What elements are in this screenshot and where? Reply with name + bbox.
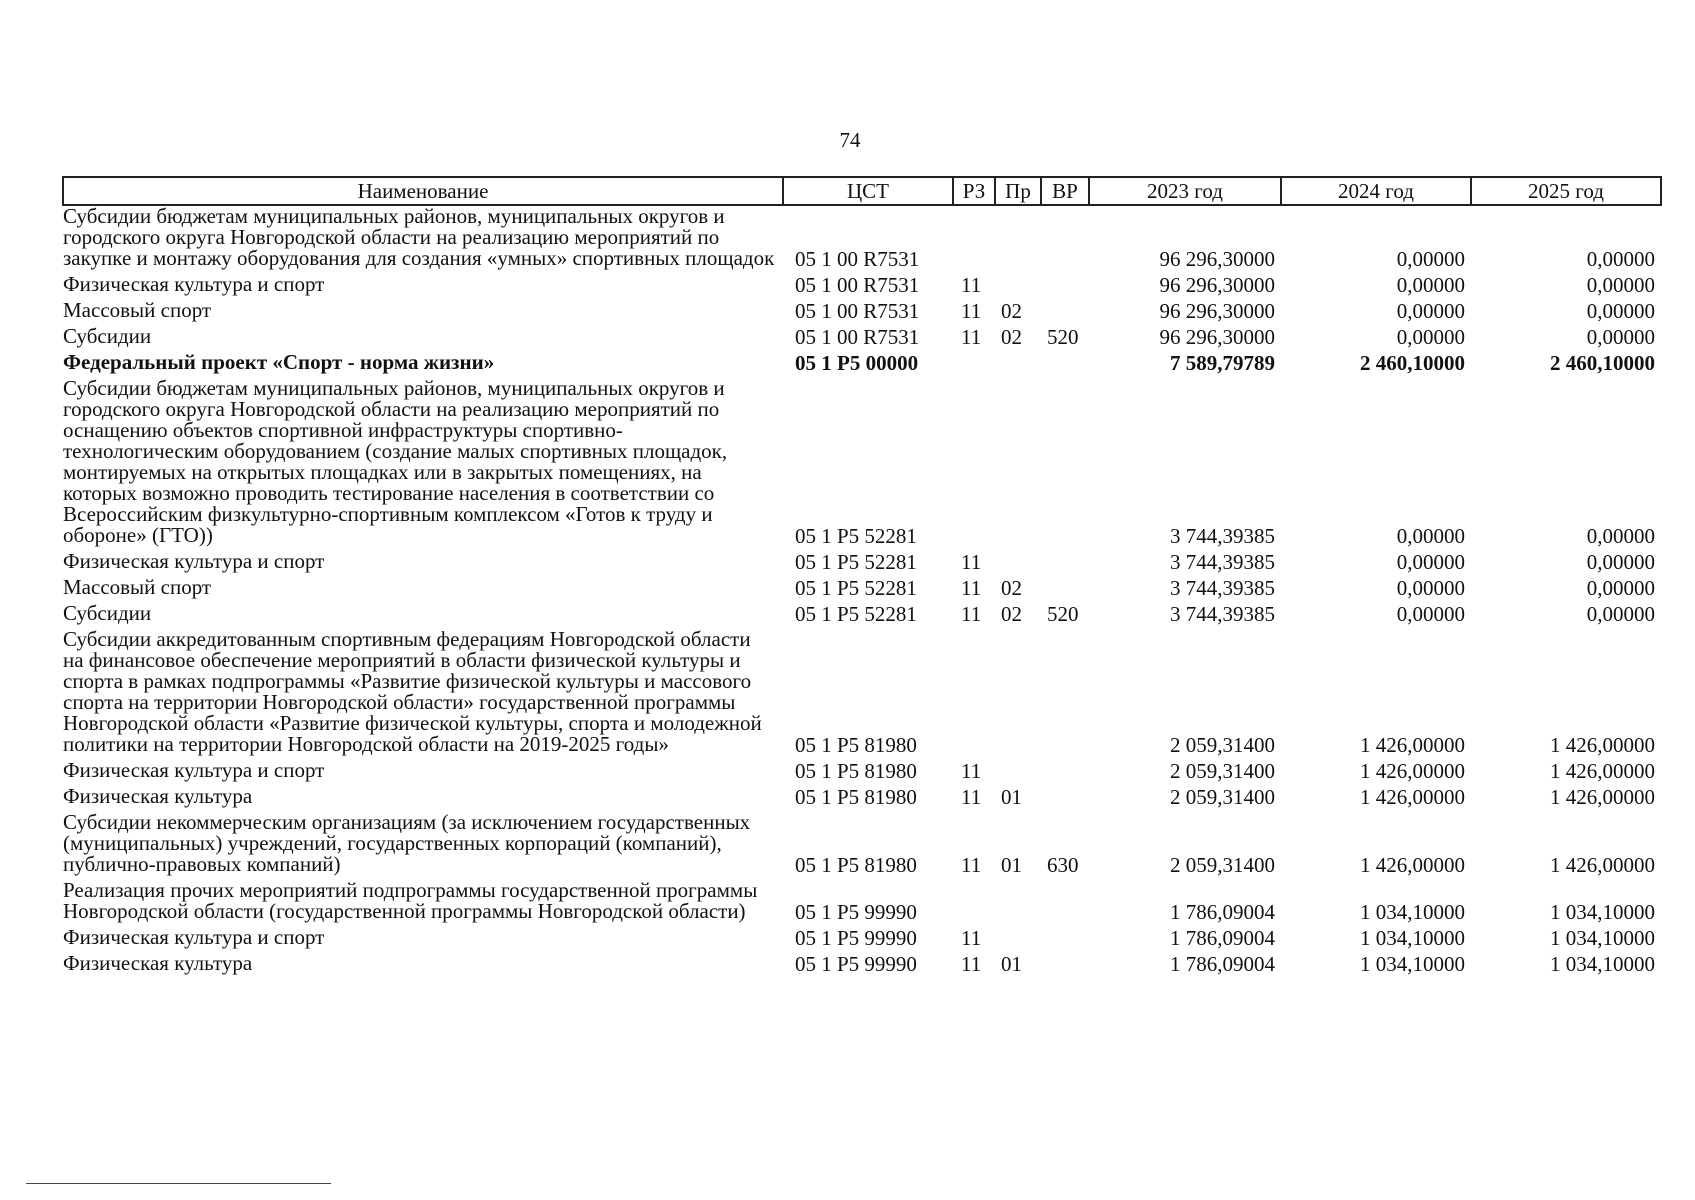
cell-vr <box>1041 296 1089 322</box>
cell-rz: 11 <box>961 325 982 349</box>
cell-name: Субсидии аккредитованным спортивным федерациям Новгородской области на финансовое обеспечение мероприятий в области физической культуры и спорта в рамках подпрограммы «Развитие физической культуры и массового спорта на территории Новгородской области» государственной программы Новгородской области «Развитие физической культуры, спорта и молодежной политики на территории Новгородской области на 2019-2025 годы» <box>63 627 762 756</box>
cell-pr: 02 <box>1001 602 1022 626</box>
table-row <box>63 573 1661 599</box>
cell-2024: 1 426,00000 <box>1360 733 1465 757</box>
cell-pr: 01 <box>1001 952 1022 976</box>
cell-vr <box>1041 782 1089 808</box>
table-row <box>63 808 1661 876</box>
cell-name: Физическая культура и спорт <box>63 549 325 573</box>
table-row <box>63 599 1661 625</box>
header-cst: ЦСТ <box>783 177 953 205</box>
cell-rz: 11 <box>961 602 982 626</box>
cell-name: Реализация прочих мероприятий подпрограммы государственной программы Новгородской области (государственной программы Новгородской области) <box>63 878 758 923</box>
cell-2024: 2 460,10000 <box>1360 351 1465 375</box>
cell-rz <box>953 876 995 923</box>
cell-rz <box>953 625 995 756</box>
cell-2023: 2 059,31400 <box>1170 733 1275 757</box>
cell-2024: 1 426,00000 <box>1360 853 1465 877</box>
cell-vr <box>1041 756 1089 782</box>
cell-name: Субсидии некоммерческим организациям (за исключением государственных (муниципальных) учреждений, государственных корпораций (компаний), публично-правовых компаний) <box>63 810 751 876</box>
cell-2023: 2 059,31400 <box>1170 853 1275 877</box>
header-name: Наименование <box>63 177 783 205</box>
cell-cst: 05 1 P5 99990 <box>795 900 917 924</box>
cell-cst: 05 1 P5 81980 <box>795 759 917 783</box>
header-2023: 2023 год <box>1089 177 1281 205</box>
cell-2024: 0,00000 <box>1396 524 1465 548</box>
cell-pr <box>995 876 1041 923</box>
cell-2023: 96 296,30000 <box>1159 273 1275 297</box>
cell-2023: 3 744,39385 <box>1170 524 1275 548</box>
cell-name: Субсидии бюджетам муниципальных районов, муниципальных округов и городского округа Новгородской области на реализацию мероприятий по оснащению объектов спортивной инфраструктуры спортивно-технологическим оборудованием (создание малых спортивных площадок, монтируемых на открытых площадках или в закрытых помещениях, на которых возможно проводить тестирование населения в соответствии со Всероссийским физкультурно-спортивным комплексом «Готов к труду и обороне» (ГТО)) <box>63 376 728 547</box>
cell-2025: 0,00000 <box>1586 325 1655 349</box>
cell-pr <box>995 270 1041 296</box>
cell-cst: 05 1 P5 81980 <box>795 853 917 877</box>
cell-2025: 1 426,00000 <box>1550 853 1655 877</box>
table-header-row <box>63 177 1661 205</box>
table-body <box>63 205 1661 975</box>
cell-2025: 0,00000 <box>1586 299 1655 323</box>
cell-cst: 05 1 P5 99990 <box>795 926 917 950</box>
cell-pr <box>995 547 1041 573</box>
cell-pr <box>995 205 1041 270</box>
cell-2023: 96 296,30000 <box>1159 299 1275 323</box>
cell-vr <box>1041 625 1089 756</box>
cell-2023: 3 744,39385 <box>1170 550 1275 574</box>
cell-cst: 05 1 00 R7531 <box>795 247 920 271</box>
cell-2023: 1 786,09004 <box>1170 952 1275 976</box>
cell-2024: 1 426,00000 <box>1360 759 1465 783</box>
table-row <box>63 296 1661 322</box>
cell-name: Физическая культура <box>63 784 253 808</box>
cell-rz: 11 <box>961 759 982 783</box>
cell-2024: 0,00000 <box>1396 576 1465 600</box>
cell-name: Субсидии <box>63 601 152 625</box>
cell-2024: 0,00000 <box>1396 550 1465 574</box>
cell-2024: 1 034,10000 <box>1360 900 1465 924</box>
cell-name: Физическая культура и спорт <box>63 272 325 296</box>
cell-vr: 630 <box>1047 853 1079 877</box>
cell-name: Субсидии <box>63 324 152 348</box>
cell-cst: 05 1 P5 52281 <box>795 550 917 574</box>
cell-rz <box>953 348 995 374</box>
cell-2025: 1 426,00000 <box>1550 733 1655 757</box>
cell-2025: 1 426,00000 <box>1550 759 1655 783</box>
cell-cst: 05 1 P5 81980 <box>795 785 917 809</box>
table-row <box>63 322 1661 348</box>
cell-rz: 11 <box>961 550 982 574</box>
cell-2023: 1 786,09004 <box>1170 926 1275 950</box>
cell-rz: 11 <box>961 273 982 297</box>
table-row <box>63 923 1661 949</box>
cell-cst: 05 1 P5 81980 <box>795 733 917 757</box>
cell-vr <box>1041 374 1089 547</box>
footnote-divider <box>26 1183 331 1184</box>
cell-2024: 0,00000 <box>1396 325 1465 349</box>
cell-vr <box>1041 205 1089 270</box>
cell-pr <box>995 756 1041 782</box>
cell-pr <box>995 348 1041 374</box>
cell-2024: 1 426,00000 <box>1360 785 1465 809</box>
cell-2025: 0,00000 <box>1586 550 1655 574</box>
table-row <box>63 876 1661 923</box>
cell-pr: 01 <box>1001 853 1022 877</box>
cell-cst: 05 1 P5 52281 <box>795 602 917 626</box>
budget-table <box>62 176 1662 975</box>
cell-2025: 1 426,00000 <box>1550 785 1655 809</box>
table-row <box>63 782 1661 808</box>
table-row <box>63 205 1661 270</box>
cell-pr: 02 <box>1001 325 1022 349</box>
cell-2025: 1 034,10000 <box>1550 926 1655 950</box>
cell-2025: 0,00000 <box>1586 524 1655 548</box>
cell-2024: 1 034,10000 <box>1360 952 1465 976</box>
header-rz: РЗ <box>953 177 995 205</box>
cell-cst: 05 1 00 R7531 <box>795 299 920 323</box>
cell-pr <box>995 625 1041 756</box>
cell-pr: 02 <box>1001 299 1022 323</box>
cell-2023: 1 786,09004 <box>1170 900 1275 924</box>
table-row <box>63 949 1661 975</box>
cell-vr: 520 <box>1047 602 1079 626</box>
cell-pr <box>995 374 1041 547</box>
cell-2023: 96 296,30000 <box>1159 247 1275 271</box>
cell-vr <box>1041 573 1089 599</box>
cell-cst: 05 1 P5 99990 <box>795 952 917 976</box>
cell-pr <box>995 923 1041 949</box>
cell-name: Физическая культура <box>63 951 253 975</box>
cell-vr <box>1041 949 1089 975</box>
cell-pr: 01 <box>1001 785 1022 809</box>
cell-rz: 11 <box>961 853 982 877</box>
cell-name: Федеральный проект «Спорт - норма жизни» <box>63 350 495 374</box>
cell-vr <box>1041 547 1089 573</box>
cell-2025: 0,00000 <box>1586 247 1655 271</box>
table-row <box>63 270 1661 296</box>
cell-cst: 05 1 00 R7531 <box>795 325 920 349</box>
cell-2024: 0,00000 <box>1396 273 1465 297</box>
cell-cst: 05 1 P5 52281 <box>795 524 917 548</box>
cell-2023: 3 744,39385 <box>1170 576 1275 600</box>
cell-name: Массовый спорт <box>63 298 212 322</box>
cell-2024: 0,00000 <box>1396 299 1465 323</box>
table-row <box>63 547 1661 573</box>
cell-2025: 0,00000 <box>1586 273 1655 297</box>
header-2025: 2025 год <box>1471 177 1661 205</box>
cell-vr <box>1041 876 1089 923</box>
cell-cst: 05 1 00 R7531 <box>795 273 920 297</box>
cell-rz <box>953 205 995 270</box>
cell-cst: 05 1 P5 52281 <box>795 576 917 600</box>
cell-rz: 11 <box>961 785 982 809</box>
cell-pr: 02 <box>1001 576 1022 600</box>
header-2024: 2024 год <box>1281 177 1471 205</box>
cell-2025: 1 034,10000 <box>1550 952 1655 976</box>
cell-rz: 11 <box>961 926 982 950</box>
cell-name: Физическая культура и спорт <box>63 925 325 949</box>
cell-2023: 3 744,39385 <box>1170 602 1275 626</box>
cell-rz: 11 <box>961 952 982 976</box>
cell-2023: 7 589,79789 <box>1170 351 1275 375</box>
header-pr: Пр <box>995 177 1041 205</box>
header-vr: ВР <box>1041 177 1089 205</box>
cell-2024: 1 034,10000 <box>1360 926 1465 950</box>
cell-2023: 96 296,30000 <box>1159 325 1275 349</box>
cell-name: Субсидии бюджетам муниципальных районов, муниципальных округов и городского округа Новгородской области на реализацию мероприятий по закупке и монтажу оборудования для создания «умных» спортивных площадок <box>63 204 775 270</box>
cell-rz <box>953 374 995 547</box>
cell-2024: 0,00000 <box>1396 247 1465 271</box>
cell-rz: 11 <box>961 299 982 323</box>
table-row-section <box>63 348 1661 374</box>
cell-vr <box>1041 348 1089 374</box>
cell-rz: 11 <box>961 576 982 600</box>
table-row <box>63 374 1661 547</box>
cell-2025: 2 460,10000 <box>1550 351 1655 375</box>
cell-name: Физическая культура и спорт <box>63 758 325 782</box>
cell-2024: 0,00000 <box>1396 602 1465 626</box>
table-row <box>63 625 1661 756</box>
cell-2025: 0,00000 <box>1586 602 1655 626</box>
cell-vr: 520 <box>1047 325 1079 349</box>
cell-2025: 0,00000 <box>1586 576 1655 600</box>
cell-vr <box>1041 923 1089 949</box>
page-number: 74 <box>839 128 861 152</box>
cell-vr <box>1041 270 1089 296</box>
table-row <box>63 756 1661 782</box>
cell-2023: 2 059,31400 <box>1170 759 1275 783</box>
cell-name: Массовый спорт <box>63 575 212 599</box>
cell-2023: 2 059,31400 <box>1170 785 1275 809</box>
cell-2025: 1 034,10000 <box>1550 900 1655 924</box>
cell-cst: 05 1 P5 00000 <box>795 351 919 375</box>
